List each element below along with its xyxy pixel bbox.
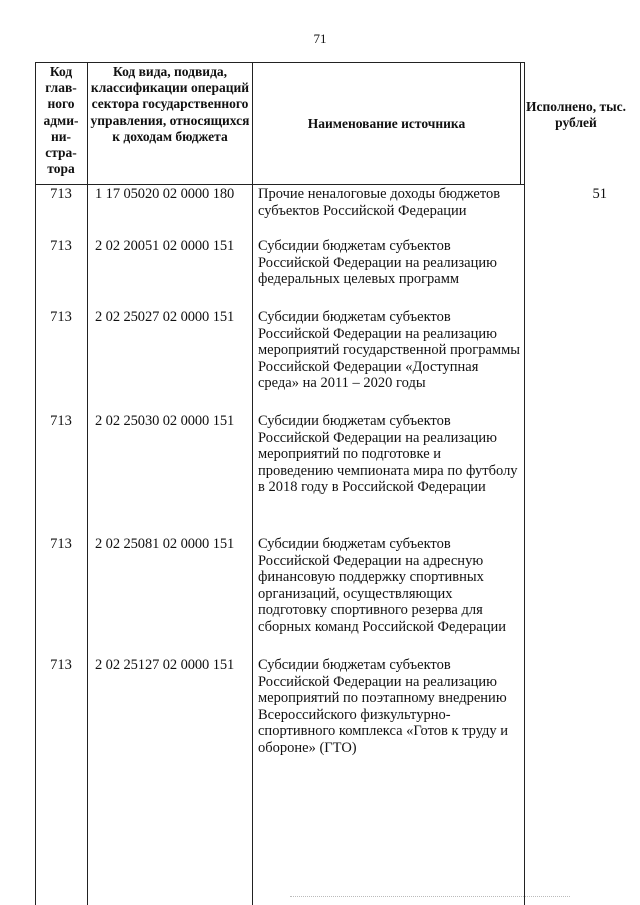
type-code-cell: 2 02 25127 02 0000 151 [95,657,235,673]
column-divider [252,62,253,905]
header-source-name: Наименование источника [307,116,466,131]
source-name-cell: Субсидии бюджетам субъектов Российской Федерации на реализацию мероприятий государственной программы Российской Федерации «Доступная среда» на 2011 – 2020 годы [258,309,520,392]
header-executed: Исполнено, тыс. рублей [525,99,626,131]
header-divider [35,184,525,185]
admin-code-cell: 713 [50,238,72,254]
header-type-code: Код вида, подвида, классификации операций сектора государственного управления, относящихся к доходам бюджета [90,64,250,144]
admin-code-cell: 713 [50,186,72,202]
page-number: 71 [313,31,327,46]
type-code-cell: 2 02 25081 02 0000 151 [95,536,235,552]
source-name-cell: Субсидии бюджетам субъектов Российской Федерации на адресную финансовую поддержку спортивных организаций, осуществляющих подготовку спортивного резерва для сборных команд Российской Федерации [258,536,506,635]
column-divider [87,62,88,905]
scan-artifact [290,896,570,897]
source-name-cell: Субсидии бюджетам субъектов Российской Федерации на реализацию мероприятий по поэтапному внедрению Всероссийского физкультурно-спортивного комплекса «Готов к труду и обороне» (ГТО) [258,657,509,756]
type-code-cell: 2 02 25030 02 0000 151 [95,413,235,429]
admin-code-cell: 713 [50,657,72,673]
type-code-cell: 1 17 05020 02 0000 180 [95,186,235,202]
source-name-cell: Субсидии бюджетам субъектов Российской Федерации на реализацию мероприятий по подготовке и проведению чемпионата мира по футболу в 2018 году в Российской Федерации [258,413,518,496]
type-code-cell: 2 02 25027 02 0000 151 [95,309,235,325]
source-name-cell: Субсидии бюджетам субъектов Российской Федерации на реализацию федеральных целевых программ [258,238,497,288]
admin-code-cell: 713 [50,309,72,325]
header-admin-code: Код глав-ного адми-ни-стра-тора [43,64,79,177]
type-code-cell: 2 02 20051 02 0000 151 [95,238,235,254]
admin-code-cell: 713 [50,413,72,429]
executed-cell: 51 [592,186,607,202]
admin-code-cell: 713 [50,536,72,552]
source-name-cell: Прочие неналоговые доходы бюджетов субъектов Российской Федерации [258,186,501,219]
